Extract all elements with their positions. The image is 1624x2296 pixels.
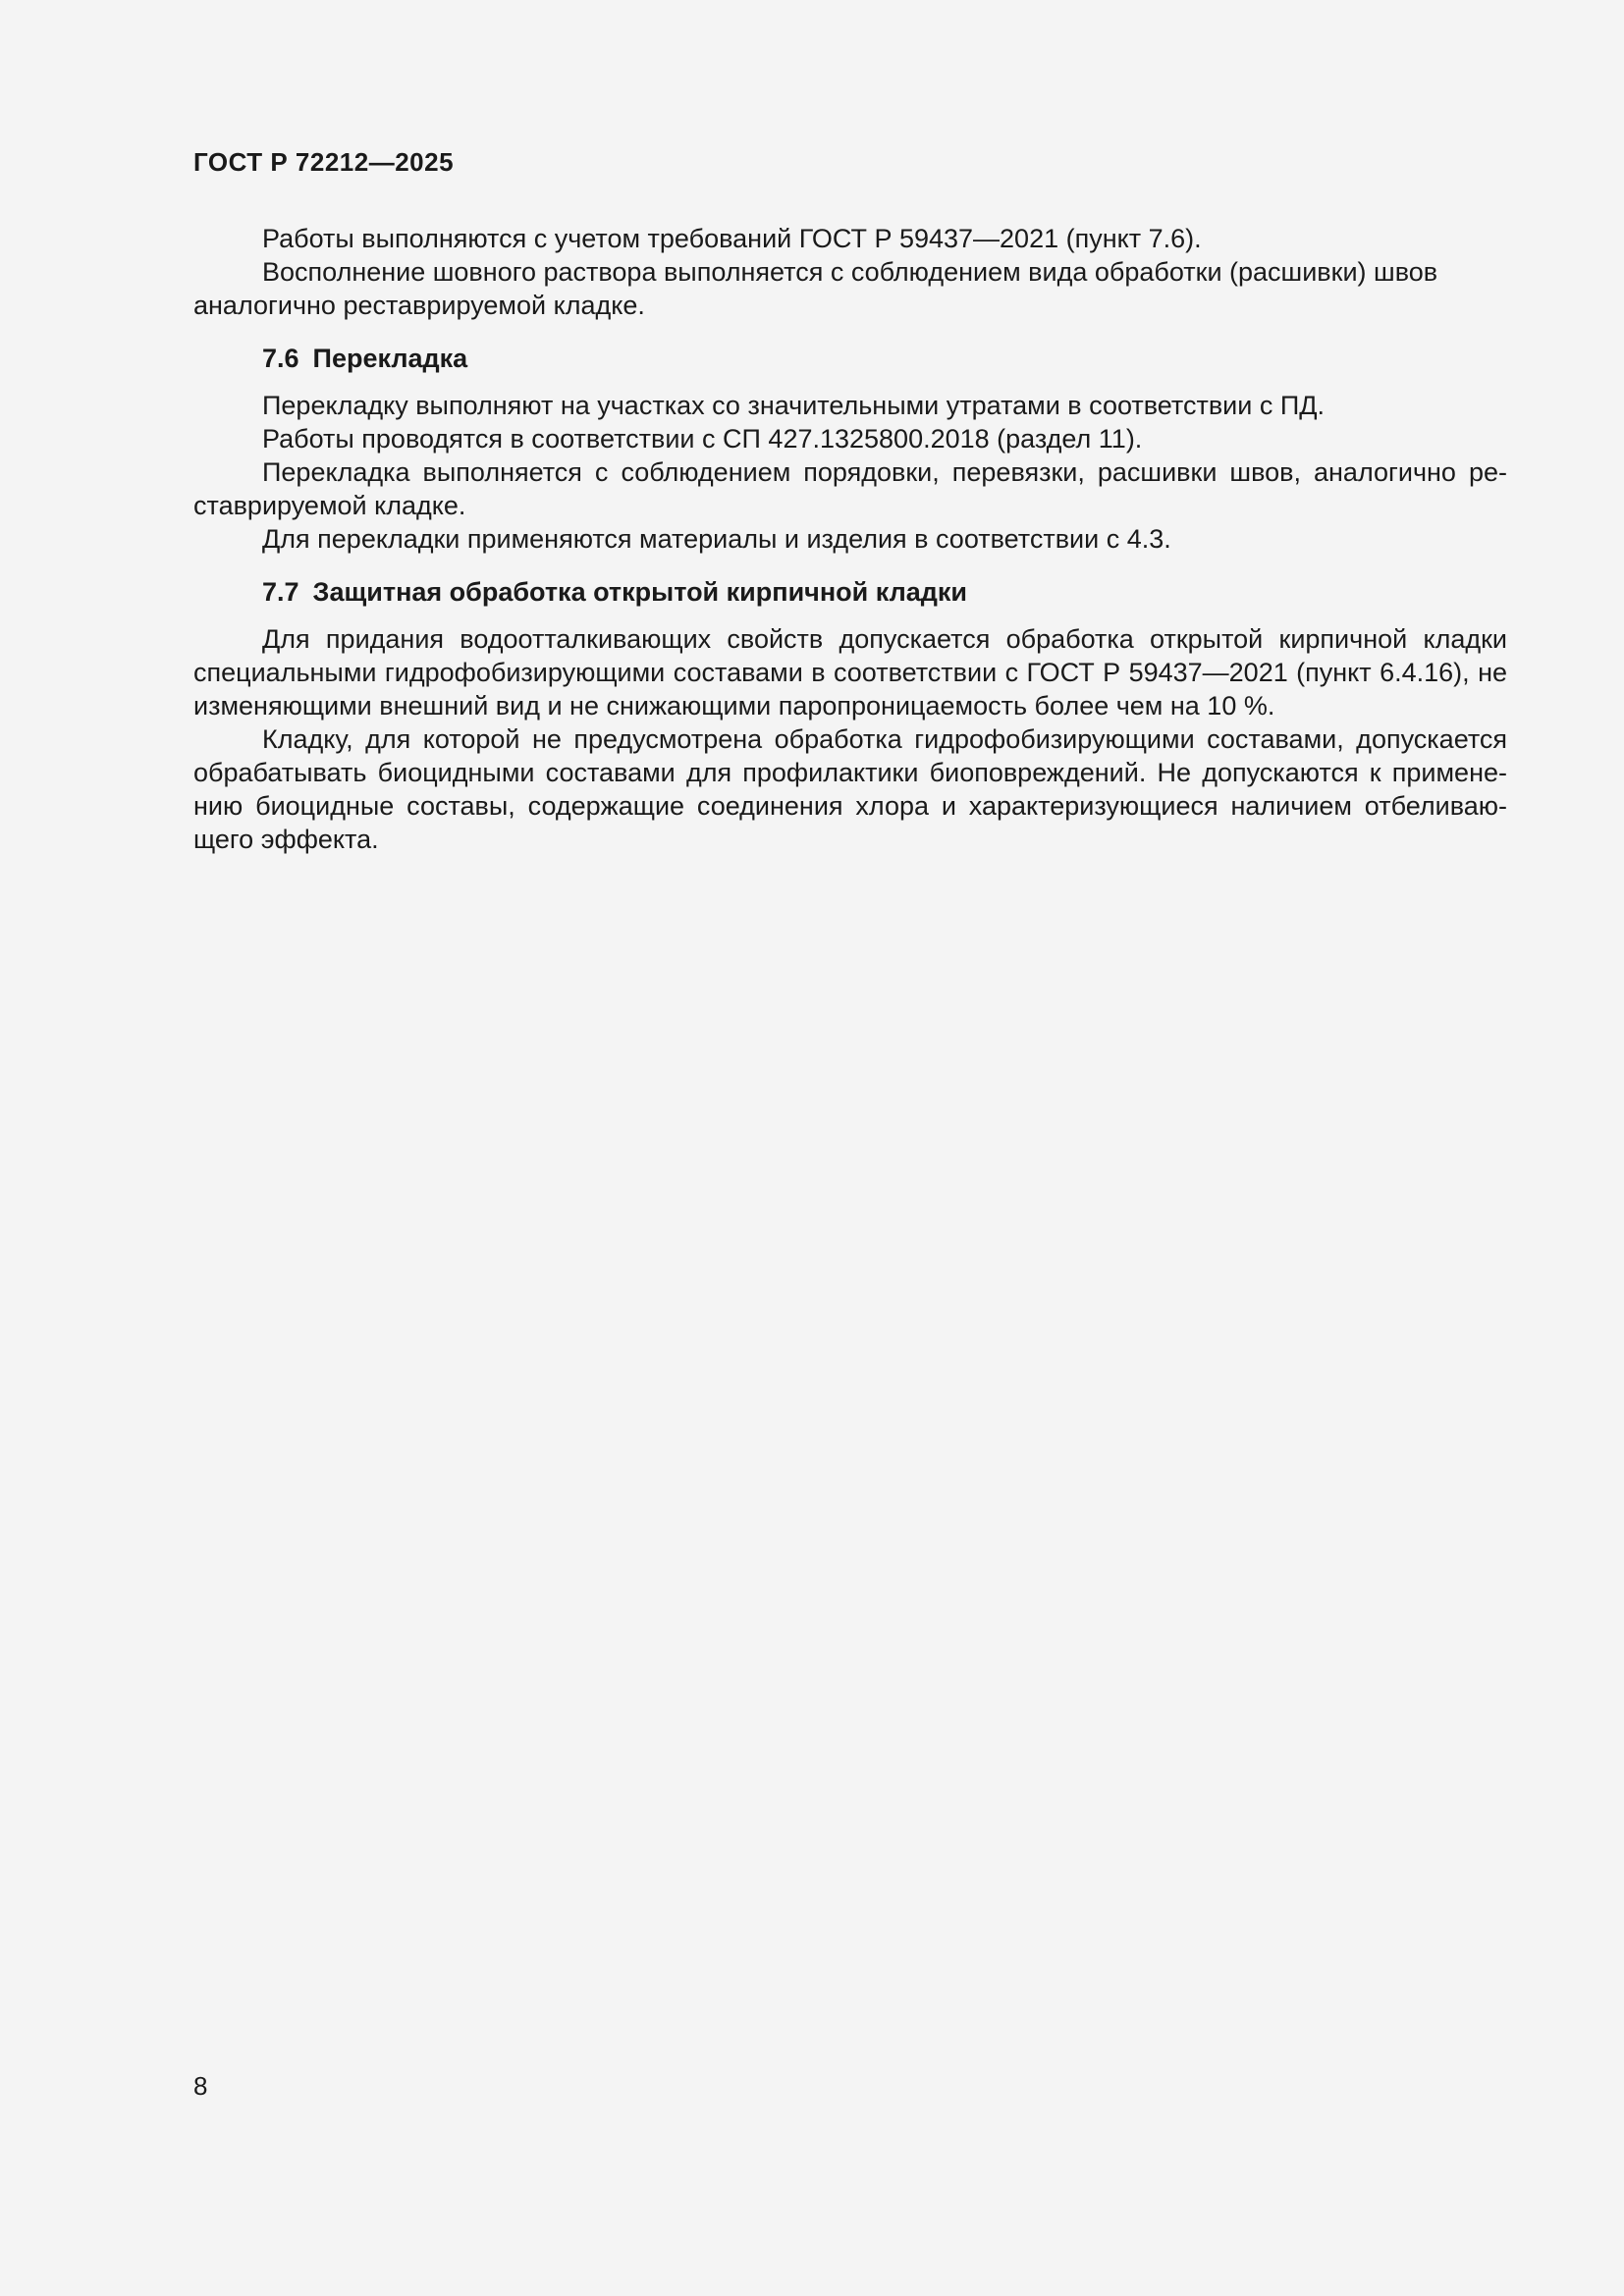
paragraph: Работы выполняются с учетом требований ГОСТ Р 59437—2021 (пункт 7.6). <box>262 224 1202 253</box>
document-code-header: ГОСТ Р 72212—2025 <box>193 147 455 177</box>
paragraph: Для придания водоотталкивающих свойств допускается обработка открытой кирпичной кладки специальными гидрофобизирующими составами в соответствии с ГОСТ Р 59437—2021 (пункт 6.4.16), не изменяющими внешний вид и не снижающими паропроницаемость более чем на 10 %. <box>193 624 1507 721</box>
section-number: 7.6 <box>262 344 299 373</box>
page-number: 8 <box>193 2071 208 2101</box>
paragraph: Работы проводятся в соответствии с СП 427.1325800.2018 (раздел 11). <box>262 424 1143 454</box>
section-heading-7-6 <box>193 342 1507 375</box>
section-number: 7.7 <box>262 577 299 607</box>
document-body <box>193 222 1507 856</box>
paragraph: Перекладку выполняют на участках со значительными утратами в соответствии с ПД. <box>262 391 1326 420</box>
section-title: Перекладка <box>312 344 468 373</box>
paragraph: Для перекладки применяются материалы и изделия в соответствии с 4.3. <box>262 524 1171 554</box>
paragraph: Перекладка выполняется с соблюдением порядовки, перевязки, расшивки швов, аналогично реставрируемой кладке. <box>193 457 1507 520</box>
paragraph: Кладку, для которой не предусмотрена обработка гидрофобизирующими составами, допускается обрабатывать биоцидными составами для профилактики биоповреждений. Не допускаются к применению биоцидные составы, содержащие соединения хлора и характеризующиеся наличием отбеливающего эффекта. <box>193 724 1507 854</box>
section-title: Защитная обработка открытой кирпичной кладки <box>312 577 968 607</box>
section-heading-7-7 <box>193 575 1507 609</box>
paragraph: Восполнение шовного раствора выполняется с соблюдением вида обработки (расшивки) швов аналогично реставрируемой кладке. <box>193 257 1438 320</box>
